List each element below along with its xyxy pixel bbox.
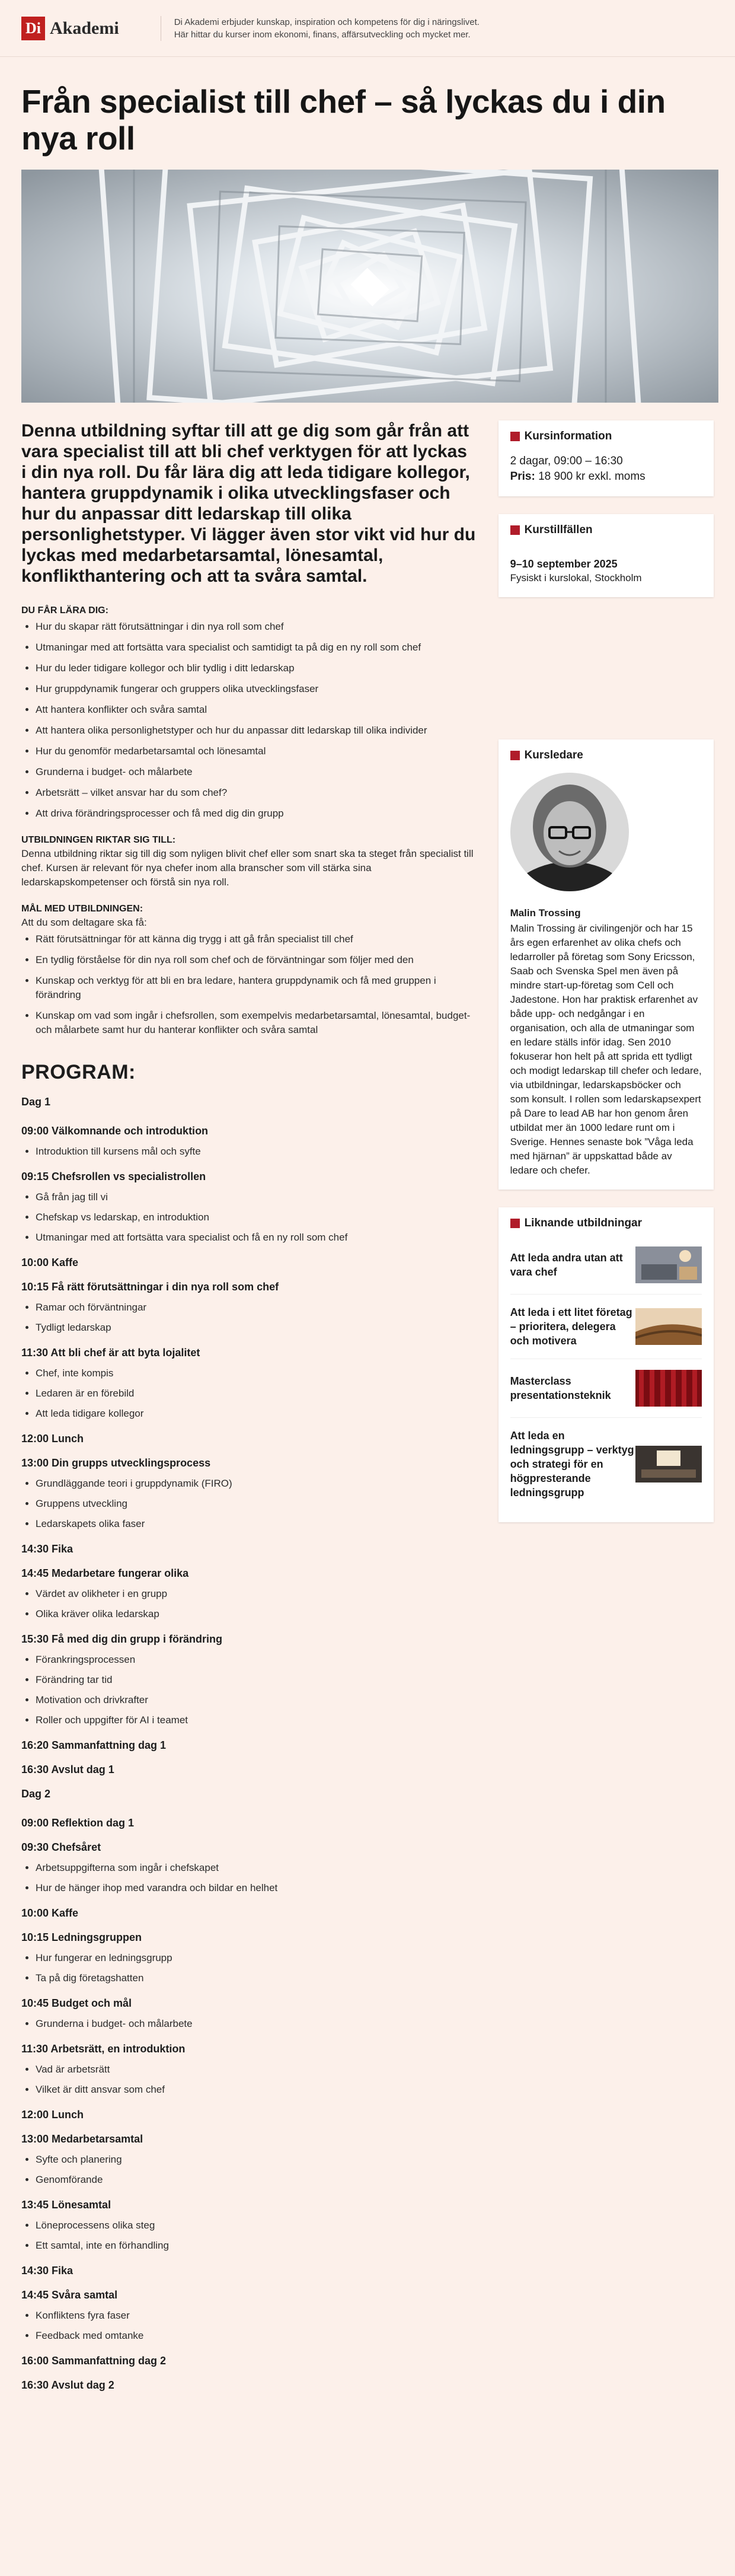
leader-name: Malin Trossing: [510, 907, 581, 919]
similar-course-title[interactable]: Att leda en ledningsgrupp – verktyg och strategi för en högpresterande ledningsgrupp: [510, 1430, 634, 1499]
list-item: • Rätt förutsättningar för att känna dig trygg i att gå från specialist till chef: [36, 932, 477, 946]
program-slot-title: 11:30 Arbetsrätt, en introduktion: [21, 2043, 186, 2055]
program-slot-title: 13:00 Medarbetarsamtal: [21, 2133, 143, 2145]
list-item: • Vad är arbetsrätt: [36, 2062, 477, 2077]
course-price: [510, 469, 702, 484]
program-slot-items: [21, 2218, 477, 2253]
audience-heading: UTBILDNINGEN RIKTAR SIG TILL:: [21, 835, 176, 845]
program-slot-title: 16:20 Sammanfattning dag 1: [21, 1739, 167, 1751]
course-duration: 2 dagar, 09:00 – 16:30: [510, 455, 623, 467]
page-title: Från specialist till chef – så lyckas du i din nya roll: [21, 83, 666, 157]
program-slot-items: [21, 1653, 477, 1727]
red-square-icon: [510, 525, 520, 535]
goals-heading: MÅL MED UTBILDNINGEN:: [21, 904, 143, 914]
program-slot-title: 10:15 Få rätt förutsättningar i din nya roll som chef: [21, 1281, 279, 1293]
list-item: • Förankringsprocessen: [36, 1653, 477, 1667]
program-slot: [21, 2355, 477, 2367]
program-slot-title: 09:15 Chefsrollen vs specialistrollen: [21, 1171, 206, 1182]
program-slot: [21, 1257, 477, 1269]
list-item: • Kunskap om vad som ingår i chefsrollen, som exempelvis medarbetarsamtal, lönesamtal, budget- och målarbete samt hur du hanterar konflikter och svåra samtal: [36, 1009, 477, 1037]
list-item: • Hur du skapar rätt förutsättningar i din nya roll som chef: [36, 620, 477, 634]
list-item: • Olika kräver olika ledarskap: [36, 1607, 477, 1621]
course-dates-title: Kurstillfällen: [524, 524, 593, 536]
day-1-schedule: [21, 1125, 477, 1776]
program-slot-items: [21, 2153, 477, 2187]
program-slot: [21, 1171, 477, 1245]
program-slot: [21, 1764, 477, 1776]
program-slot-title: 13:00 Din grupps utvecklingsprocess: [21, 1457, 211, 1469]
leader-bio: Malin Trossing är civilingenjör och har 15 års egen erfarenhet av olika chefs och ledarroller på företag som Sony Ericsson, Saab och Svenska Spel men även på mindre start-up-företag som Cell och Jadestone. Hon har praktisk erfarenhet av både upp- och nedgångar i en organisation, och alla de utmaningar som en ledare ställs inför idag. Sen 2010 fokuserar hon helt på att sprida ett tydligt och modigt ledarskap till chefer och ledare, via utbildningar, ledarskapsböcker och som konsult. I rollen som ledarskapsexpert på Dare to lead AB har hon genom åren utbildat mer än 1000 ledare runt om i Sverige. Hennes senaste bok ”Våga leda med hjärnan” är uppskattad både av ledare och chefer.: [510, 923, 702, 1176]
sidebar: [498, 420, 714, 2403]
program-slot-title: 09:00 Välkomnande och introduktion: [21, 1125, 209, 1137]
similar-course-title[interactable]: Masterclass presentationsteknik: [510, 1375, 611, 1401]
list-item: • Introduktion till kursens mål och syfte: [36, 1144, 477, 1159]
program-slot: [21, 1907, 477, 1920]
program-slot-title: 16:30 Avslut dag 1: [21, 1764, 114, 1775]
list-item: • Feedback med omtanke: [36, 2329, 477, 2343]
list-item: • Att driva förändringsprocesser och få med dig din grupp: [36, 806, 477, 821]
similar-course-link[interactable]: [510, 1417, 702, 1510]
list-item: • Grunderna i budget- och målarbete: [36, 765, 477, 779]
header-tagline: [161, 16, 480, 41]
red-square-icon: [510, 751, 520, 760]
list-item: • Att leda tidigare kollegor: [36, 1407, 477, 1421]
list-item: • Chefskap vs ledarskap, en introduktion: [36, 1210, 477, 1225]
program-slot-title: 11:30 Att bli chef är att byta lojalitet: [21, 1347, 200, 1359]
program-slot: [21, 1997, 477, 2031]
list-item: • Ta på dig företagshatten: [36, 1971, 477, 1985]
similar-course-title[interactable]: Att leda i ett litet företag – prioritera, delegera och motivera: [510, 1306, 632, 1347]
learn-list: [21, 620, 477, 821]
logo-text: Akademi: [50, 18, 119, 38]
day-2-heading: Dag 2: [21, 1788, 51, 1800]
program-slot: [21, 1543, 477, 1555]
similar-courses-title: Liknande utbildningar: [524, 1217, 643, 1229]
di-akademi-logo[interactable]: [21, 17, 119, 40]
list-item: • Förändring tar tid: [36, 1673, 477, 1687]
program-slot: [21, 1281, 477, 1335]
program-slot-title: 16:30 Avslut dag 2: [21, 2379, 114, 2391]
program-slot-title: 12:00 Lunch: [21, 2109, 84, 2121]
course-dates-card: [498, 514, 714, 597]
program-slot-title: 10:15 Ledningsgruppen: [21, 1931, 142, 1943]
list-item: • Vilket är ditt ansvar som chef: [36, 2083, 477, 2097]
goals-list: [21, 932, 477, 1037]
program-slot-items: [21, 1144, 477, 1159]
program-slot-items: [21, 1477, 477, 1531]
program-slot: [21, 1739, 477, 1752]
program-slot-title: 16:00 Sammanfattning dag 2: [21, 2355, 167, 2367]
list-item: • Hur gruppdynamik fungerar och gruppers olika utvecklingsfaser: [36, 682, 477, 696]
program-slot-title: 14:45 Medarbetare fungerar olika: [21, 1567, 189, 1579]
program-heading: PROGRAM:: [21, 1061, 136, 1083]
tagline-line-1: Di Akademi erbjuder kunskap, inspiration och kompetens för dig i näringslivet.: [174, 17, 480, 27]
list-item: • Att hantera konflikter och svåra samtal: [36, 703, 477, 717]
program-slot: [21, 1433, 477, 1445]
course-thumbnail: [635, 1246, 702, 1283]
course-info-card: [498, 420, 714, 496]
program-slot: [21, 1931, 477, 1985]
logo-mark: Di: [21, 17, 45, 40]
program-slot-items: [21, 1951, 477, 1985]
list-item: • Ramar och förväntningar: [36, 1300, 477, 1315]
program-slot: [21, 2289, 477, 2343]
list-item: • Grundläggande teori i gruppdynamik (FIRO): [36, 1477, 477, 1491]
list-item: • Kunskap och verktyg för att bli en bra ledare, hantera gruppdynamik och få med gruppen i förändring: [36, 974, 477, 1002]
program-slot: [21, 1841, 477, 1895]
list-item: • Syfte och planering: [36, 2153, 477, 2167]
hero-tunnel-graphic: [21, 170, 718, 403]
program-slot: [21, 1347, 477, 1421]
program-slot-title: 13:45 Lönesamtal: [21, 2199, 111, 2211]
list-item: • Hur fungerar en ledningsgrupp: [36, 1951, 477, 1965]
main-content: [21, 420, 477, 2403]
goals-intro: Att du som deltagare ska få:: [21, 917, 147, 928]
program-slot-title: 09:30 Chefsåret: [21, 1841, 101, 1853]
list-item: • Utmaningar med att fortsätta vara specialist och få en ny roll som chef: [36, 1230, 477, 1245]
course-thumbnail: [635, 1308, 702, 1345]
course-leader-card: [498, 739, 714, 1190]
lead-paragraph: Denna utbildning syftar till att ge dig som går från att vara specialist till att bli chef verktygen för att lyckas i din nya roll. Du får lära dig att leda tidigare kollegor, hantera gruppdynamik i olika utvecklingsfaser och hur du anpassar ditt ledarskap till olika personlighetstyper. Vi lägger även stor vikt vid hur du lyckas med medarbetarsamtal, lönesamtal, konflikthantering och att ta svåra samtal.: [21, 421, 476, 586]
course-info-title: Kursinformation: [524, 430, 612, 442]
hero-image: [21, 170, 718, 403]
list-item: • Motivation och drivkrafter: [36, 1693, 477, 1707]
list-item: • Löneprocessens olika steg: [36, 2218, 477, 2233]
leader-portrait: [510, 773, 629, 891]
list-item: • Arbetsuppgifterna som ingår i chefskapet: [36, 1861, 477, 1875]
list-item: • Gå från jag till vi: [36, 1190, 477, 1204]
list-item: • Konfliktens fyra faser: [36, 2309, 477, 2323]
course-thumbnail: [635, 1370, 702, 1407]
site-header: [0, 0, 735, 57]
list-item: • Roller och uppgifter för AI i teamet: [36, 1713, 477, 1727]
program-slot-items: [21, 2309, 477, 2343]
program-slot-title: 14:45 Svåra samtal: [21, 2289, 118, 2301]
program-slot-title: 14:30 Fika: [21, 2265, 74, 2277]
program-slot: [21, 1567, 477, 1621]
similar-course-link[interactable]: [510, 1236, 702, 1294]
program-slot-items: [21, 2017, 477, 2031]
program-slot-items: [21, 1861, 477, 1895]
list-item: • Ledarskapets olika faser: [36, 1517, 477, 1531]
course-thumbnail: [635, 1446, 702, 1483]
audience-text: Denna utbildning riktar sig till dig som nyligen blivit chef eller som snart ska ta steget från specialist till chef. Kursen är relevant för nya chefer inom alla branscher som vill stärka sina ledarskapskompetenser och förstå sin nya roll.: [21, 848, 474, 888]
program-slot: [21, 2043, 477, 2097]
program-slot: [21, 2199, 477, 2253]
course-leader-title: Kursledare: [524, 749, 583, 761]
learn-heading: DU FÅR LÄRA DIG:: [21, 605, 108, 616]
program-slot-title: 15:30 Få med dig din grupp i förändring: [21, 1633, 223, 1645]
list-item: • En tydlig förståelse för din nya roll som chef och de förväntningar som följer med den: [36, 953, 477, 967]
program-slot-items: [21, 1190, 477, 1245]
program-slot-title: 10:45 Budget och mål: [21, 1997, 132, 2009]
list-item: • Hur de hänger ihop med varandra och bildar en helhet: [36, 1881, 477, 1895]
day-1-heading: Dag 1: [21, 1096, 51, 1108]
list-item: • Tydligt ledarskap: [36, 1321, 477, 1335]
price-label: Pris:: [510, 470, 535, 483]
red-square-icon: [510, 432, 520, 441]
list-item: • Chef, inte kompis: [36, 1366, 477, 1381]
similar-courses-card: [498, 1207, 714, 1522]
similar-course-link[interactable]: [510, 1359, 702, 1417]
red-square-icon: [510, 1219, 520, 1228]
similar-course-title[interactable]: Att leda andra utan att vara chef: [510, 1252, 623, 1278]
list-item: • Att hantera olika personlighetstyper och hur du anpassar ditt ledarskap till olika individer: [36, 723, 477, 738]
program-slot-title: 09:00 Reflektion dag 1: [21, 1817, 135, 1829]
program-slot: [21, 2265, 477, 2277]
similar-course-link[interactable]: [510, 1294, 702, 1359]
list-item: • Hur du genomför medarbetarsamtal och lönesamtal: [36, 744, 477, 758]
program-slot-title: 12:00 Lunch: [21, 1433, 84, 1445]
list-item: • Ledaren är en förebild: [36, 1386, 477, 1401]
price-value: 18 900 kr exkl. moms: [538, 470, 645, 483]
list-item: • Arbetsrätt – vilket ansvar har du som chef?: [36, 786, 477, 800]
list-item: • Grunderna i budget- och målarbete: [36, 2017, 477, 2031]
program-slot-title: 10:00 Kaffe: [21, 1907, 79, 1919]
sidebar-spacer: [498, 615, 714, 739]
course-location: Fysiskt i kurslokal, Stockholm: [510, 572, 642, 584]
program-slot-items: [21, 1300, 477, 1335]
program-slot-items: [21, 1587, 477, 1621]
program-slot: [21, 1817, 477, 1829]
program-slot: [21, 1457, 477, 1531]
program-slot-title: 10:00 Kaffe: [21, 1257, 79, 1268]
program-slot: [21, 2379, 477, 2392]
program-slot: [21, 1125, 477, 1159]
day-2-schedule: [21, 1817, 477, 2392]
list-item: • Genomförande: [36, 2173, 477, 2187]
program-slot: [21, 2133, 477, 2187]
list-item: • Utmaningar med att fortsätta vara specialist och samtidigt ta på dig en ny roll som chef: [36, 640, 477, 655]
list-item: • Gruppens utveckling: [36, 1497, 477, 1511]
program-slot-title: 14:30 Fika: [21, 1543, 74, 1555]
list-item: • Hur du leder tidigare kollegor och blir tydlig i ditt ledarskap: [36, 661, 477, 675]
list-item: • Värdet av olikheter i en grupp: [36, 1587, 477, 1601]
course-date[interactable]: 9–10 september 2025: [510, 558, 618, 570]
program-slot-items: [21, 1366, 477, 1421]
program-slot: [21, 2109, 477, 2121]
tagline-line-2: Här hittar du kurser inom ekonomi, finans, affärsutveckling och mycket mer.: [174, 29, 471, 40]
program-slot: [21, 1633, 477, 1727]
list-item: • Ett samtal, inte en förhandling: [36, 2239, 477, 2253]
program-slot-items: [21, 2062, 477, 2097]
